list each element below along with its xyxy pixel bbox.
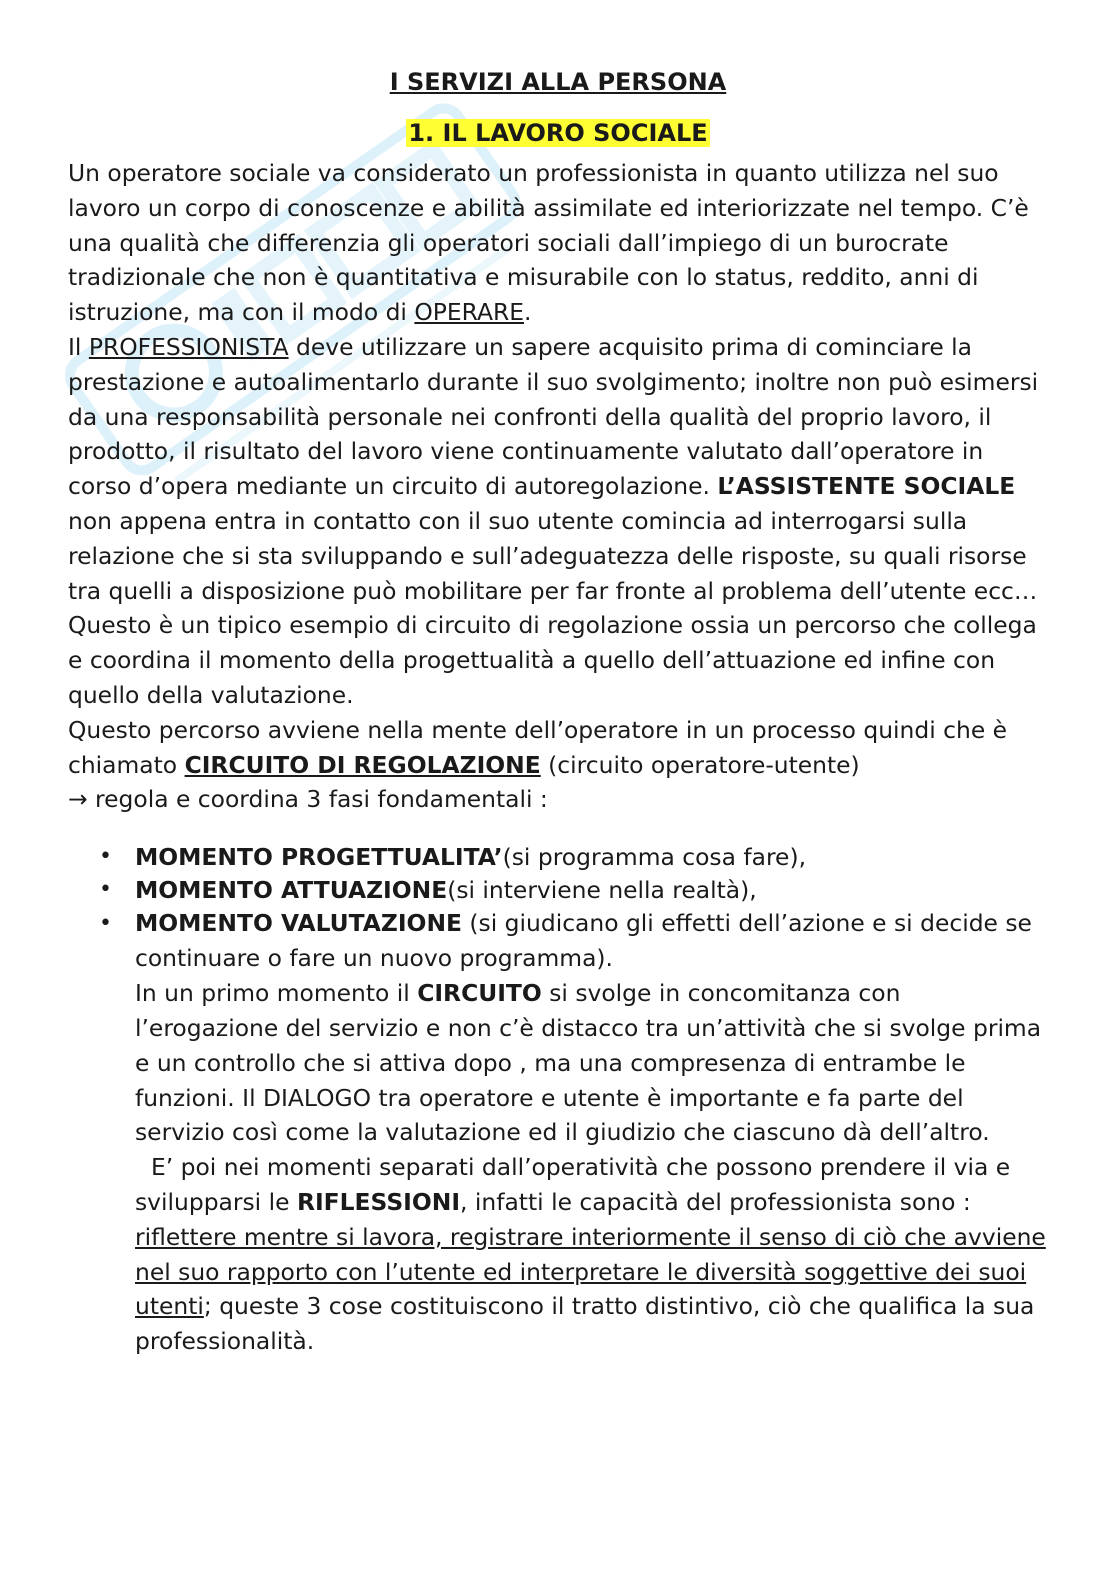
list-item: • MOMENTO VALUTAZIONE (si giudicano gli effetti dell’azione e si decide se continuare o fare un nuovo programma). bbox=[135, 906, 1048, 976]
document-title: I SERVIZI ALLA PERSONA bbox=[389, 68, 727, 96]
phase-details bbox=[135, 976, 1048, 1359]
capacita-underlined: riflettere mentre si lavora, registrare interiormente il senso di ciò che avviene nel suo rapporto con l’utente ed interpretare le diversità soggettive dei suoi utenti bbox=[135, 1222, 1046, 1321]
circuito-regolazione-term: CIRCUITO DI REGOLAZIONE bbox=[184, 750, 541, 779]
list-item: • MOMENTO ATTUAZIONE(si interviene nella realtà), bbox=[135, 874, 1048, 907]
arrow-icon: → bbox=[68, 785, 88, 814]
paragraph-circuito-detail: In un primo momento il CIRCUITO si svolge in concomitanza con l’erogazione del servizio e non c’è distacco tra un’attività che si svolge prima e un controllo che si attiva dopo , ma una compresenza di entrambe le funzioni. Il DIALOGO tra operatore e utente è importante e fa parte del servizio così come la valutazione ed il giudizio che ciascuno dà dell’altro. bbox=[135, 979, 1042, 1147]
section-heading: 1. IL LAVORO SOCIALE bbox=[408, 119, 708, 147]
paragraph-riflessioni: E’ poi nei momenti separati dall’operatività che possono prendere il via e svilupparsi le RIFLESSIONI, infatti le capacità del professionista sono : riflettere mentre si lavora, registrare interiormente il senso di ciò che avviene nel suo rapporto con l’utente ed interpretare le diversità soggettive dei suoi utenti; queste 3 cose costituiscono il tratto distintivo, ciò che qualifica la sua professionalità. bbox=[135, 1153, 1046, 1356]
paragraph-intro: Un operatore sociale va considerato un professionista in quanto utilizza nel suo lavoro un corpo di conoscenze e abilità assimilate ed interiorizzate nel tempo. C’è una qualità che differenzia gli operatori sociali dall’impiego di un burocrate tradizionale che non è quantitativa e misurabile con lo status, reddito, anni di istruzione, ma con il modo di OPERARE. bbox=[68, 159, 1029, 327]
paragraph-circuito: Questo percorso avviene nella mente dell’operatore in un processo quindi che è chiamato CIRCUITO DI REGOLAZIONE (circuito operatore-utente) → regola e coordina 3 fasi fondamentali : bbox=[68, 715, 1008, 814]
document-page bbox=[68, 62, 1048, 1359]
paragraph-professionista: Il PROFESSIONISTA deve utilizzare un sapere acquisito prima di cominciare la prestazione e autoalimentarlo durante il suo svolgimento; inoltre non può esimersi da una responsabilità personale nei confronti della qualità del proprio lavoro, il prodotto, il risultato del lavoro viene continuamente valutato dall’operatore in corso d’opera mediante un circuito di autoregolazione. L’ASSISTENTE SOCIALE non appena entra in contatto con il suo utente comincia ad interrogarsi sulla relazione che si sta sviluppando e sull’adeguatezza delle risposte, su quali risorse tra quelli a disposizione può mobilitare per far fronte al problema dell’utente ecc… Questo è un tipico esempio di circuito di regolazione ossia un percorso che collega e coordina il momento della progettualità a quello dell’attuazione ed infine con quello della valutazione. bbox=[68, 332, 1039, 709]
circuito-term: CIRCUITO bbox=[417, 979, 542, 1008]
bullet-icon: • bbox=[99, 911, 112, 937]
riflessioni-term: RIFLESSIONI bbox=[296, 1187, 461, 1216]
operare-term: OPERARE bbox=[414, 298, 525, 327]
assistente-sociale-term: L’ASSISTENTE SOCIALE bbox=[717, 472, 1016, 501]
list-item: • MOMENTO PROGETTUALITA’(si programma cosa fare), bbox=[135, 841, 1048, 874]
bullet-icon: • bbox=[99, 844, 112, 870]
professionista-term: PROFESSIONISTA bbox=[88, 332, 289, 361]
bullet-icon: • bbox=[99, 876, 112, 902]
phases-list bbox=[68, 841, 1048, 976]
